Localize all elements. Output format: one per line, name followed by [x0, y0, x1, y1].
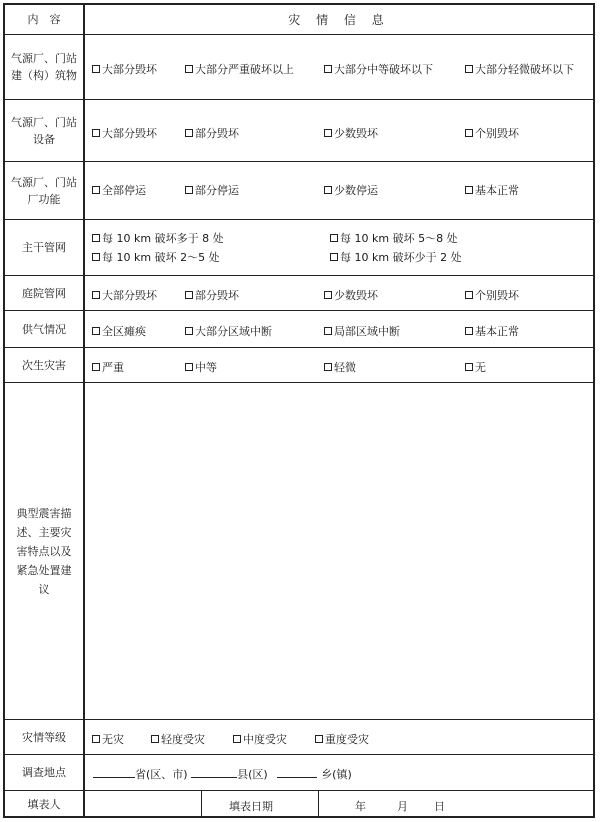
checkbox-icon[interactable] — [465, 363, 473, 371]
day-label: 日 — [434, 800, 445, 813]
row-label: 气源厂、门站厂功能 — [5, 162, 85, 219]
checkbox-icon[interactable] — [185, 363, 193, 371]
option-checkbox[interactable]: 大部分轻微破坏以下 — [465, 61, 574, 77]
checkbox-icon[interactable] — [92, 291, 100, 299]
row-label: 气源厂、门站建（构）筑物 — [5, 35, 85, 99]
option-checkbox[interactable]: 全部停运 — [92, 182, 146, 198]
checkbox-icon[interactable] — [324, 129, 332, 137]
row-label: 庭院管网 — [5, 276, 85, 310]
row-disaster-level — [5, 720, 593, 755]
row-label: 灾情等级 — [5, 720, 85, 754]
option-checkbox[interactable]: 基本正常 — [465, 323, 519, 339]
row-main-pipeline — [5, 220, 593, 276]
row-label: 气源厂、门站设备 — [5, 100, 85, 161]
header-title: 灾 情 信 息 — [288, 13, 390, 27]
row-filler — [5, 791, 593, 818]
checkbox-icon[interactable] — [330, 253, 338, 261]
checkbox-icon[interactable] — [92, 129, 100, 137]
checkbox-icon[interactable] — [324, 291, 332, 299]
row-label: 填表人 — [5, 791, 85, 818]
option-checkbox[interactable]: 每 10 km 破坏 2～5 处 — [92, 249, 220, 265]
option-checkbox[interactable]: 局部区域中断 — [324, 323, 400, 339]
disaster-info-form — [3, 3, 595, 818]
province-label: 省(区、市) — [135, 768, 188, 781]
row-description — [5, 383, 593, 720]
row-label: 供气情况 — [5, 311, 85, 347]
header-content-label: 内 容 — [5, 5, 85, 34]
option-checkbox[interactable]: 大部分区域中断 — [185, 323, 272, 339]
row-courtyard-pipeline — [5, 276, 593, 311]
option-checkbox[interactable]: 大部分毁坏 — [92, 61, 157, 77]
option-checkbox[interactable]: 部分停运 — [185, 182, 239, 198]
option-checkbox[interactable]: 轻微 — [324, 359, 356, 375]
checkbox-icon[interactable] — [465, 129, 473, 137]
option-checkbox[interactable]: 少数停运 — [324, 182, 378, 198]
option-checkbox[interactable]: 基本正常 — [465, 182, 519, 198]
year-label: 年 — [355, 800, 366, 813]
row-buildings — [5, 35, 593, 100]
option-checkbox[interactable]: 少数毁坏 — [324, 287, 378, 303]
row-label: 调查地点 — [5, 755, 85, 790]
option-checkbox[interactable]: 每 10 km 破坏少于 2 处 — [330, 249, 462, 265]
month-label: 月 — [397, 800, 408, 813]
option-checkbox[interactable]: 无灾 — [92, 731, 124, 747]
province-input[interactable] — [93, 767, 135, 778]
option-checkbox[interactable]: 部分毁坏 — [185, 125, 239, 141]
checkbox-icon[interactable] — [92, 65, 100, 73]
option-checkbox[interactable]: 个别毁坏 — [465, 287, 519, 303]
county-input[interactable] — [191, 767, 237, 778]
town-input[interactable] — [277, 767, 317, 778]
checkbox-icon[interactable] — [92, 253, 100, 261]
row-label: 主干管网 — [5, 220, 85, 275]
option-checkbox[interactable]: 大部分毁坏 — [92, 125, 157, 141]
filler-input[interactable] — [85, 791, 201, 818]
row-secondary-disaster — [5, 348, 593, 383]
checkbox-icon[interactable] — [185, 129, 193, 137]
option-checkbox[interactable]: 大部分毁坏 — [92, 287, 157, 303]
checkbox-icon[interactable] — [465, 327, 473, 335]
row-gas-supply — [5, 311, 593, 348]
checkbox-icon[interactable] — [233, 735, 241, 743]
checkbox-icon[interactable] — [92, 735, 100, 743]
option-checkbox[interactable]: 个别毁坏 — [465, 125, 519, 141]
checkbox-icon[interactable] — [185, 186, 193, 194]
option-checkbox[interactable]: 部分毁坏 — [185, 287, 239, 303]
option-checkbox[interactable]: 大部分中等破坏以下 — [324, 61, 433, 77]
fill-date-label: 填表日期 — [229, 800, 273, 813]
option-checkbox[interactable]: 每 10 km 破坏多于 8 处 — [92, 230, 224, 246]
row-function — [5, 162, 593, 220]
option-checkbox[interactable]: 每 10 km 破坏 5～8 处 — [330, 230, 458, 246]
county-label: 县(区) — [237, 768, 268, 781]
option-checkbox[interactable]: 中度受灾 — [233, 731, 287, 747]
checkbox-icon[interactable] — [185, 65, 193, 73]
option-checkbox[interactable]: 重度受灾 — [315, 731, 369, 747]
checkbox-icon[interactable] — [185, 291, 193, 299]
option-checkbox[interactable]: 中等 — [185, 359, 217, 375]
description-text-area[interactable] — [85, 383, 593, 719]
option-checkbox[interactable]: 全区瘫痪 — [92, 323, 146, 339]
checkbox-icon[interactable] — [92, 327, 100, 335]
row-label: 次生灾害 — [5, 348, 85, 382]
checkbox-icon[interactable] — [151, 735, 159, 743]
town-label: 乡(镇) — [321, 768, 352, 781]
checkbox-icon[interactable] — [324, 327, 332, 335]
option-checkbox[interactable]: 无 — [465, 359, 486, 375]
checkbox-icon[interactable] — [324, 363, 332, 371]
checkbox-icon[interactable] — [185, 327, 193, 335]
row-label: 典型震害描述、主要灾害特点以及紧急处置建议 — [5, 383, 85, 719]
checkbox-icon[interactable] — [92, 186, 100, 194]
option-checkbox[interactable]: 严重 — [92, 359, 124, 375]
option-checkbox[interactable]: 大部分严重破坏以上 — [185, 61, 294, 77]
checkbox-icon[interactable] — [92, 234, 100, 242]
checkbox-icon[interactable] — [324, 65, 332, 73]
checkbox-icon[interactable] — [465, 291, 473, 299]
checkbox-icon[interactable] — [465, 65, 473, 73]
option-checkbox[interactable]: 轻度受灾 — [151, 731, 205, 747]
checkbox-icon[interactable] — [92, 363, 100, 371]
checkbox-icon[interactable] — [315, 735, 323, 743]
option-checkbox[interactable]: 少数毁坏 — [324, 125, 378, 141]
checkbox-icon[interactable] — [324, 186, 332, 194]
header-row — [5, 5, 593, 35]
row-location — [5, 755, 593, 791]
checkbox-icon[interactable] — [330, 234, 338, 242]
checkbox-icon[interactable] — [465, 186, 473, 194]
row-equipment — [5, 100, 593, 162]
